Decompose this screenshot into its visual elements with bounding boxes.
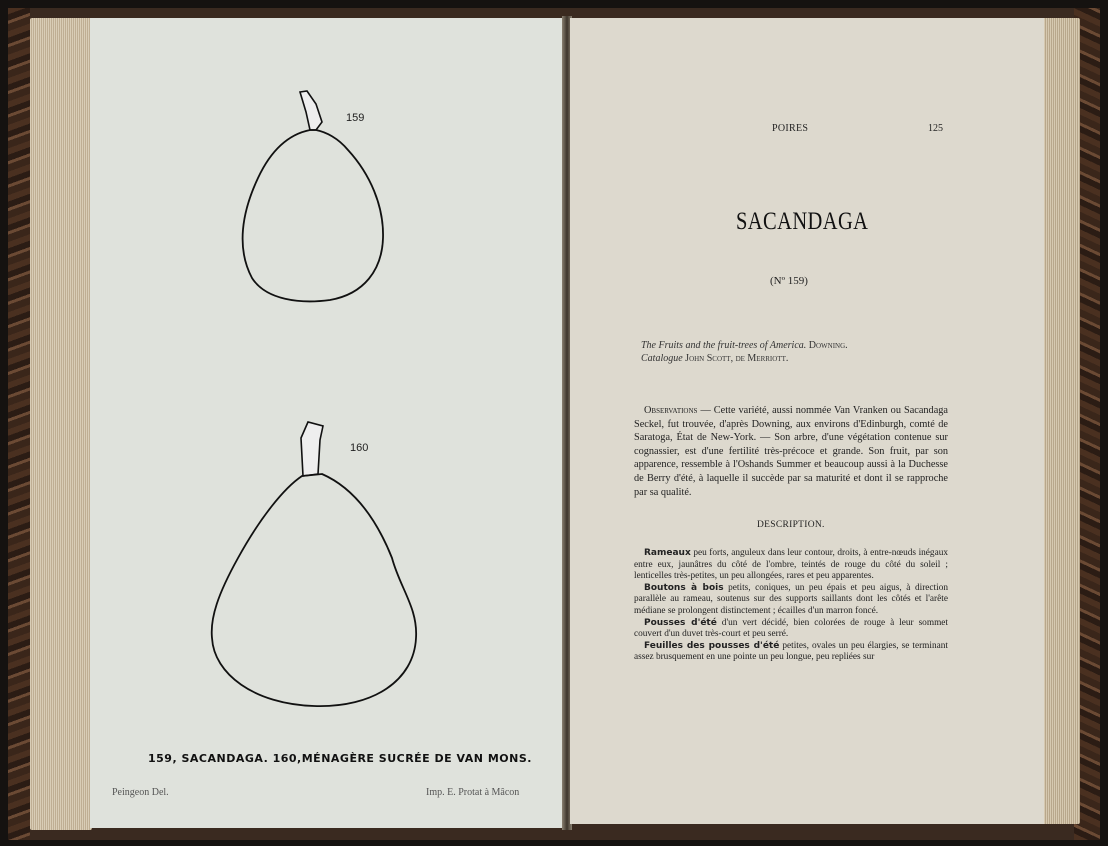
description-term: Feuilles des pousses d'été — [644, 640, 780, 651]
description-term: Rameaux — [644, 548, 691, 558]
observations-text: — Cette variété, aussi nommée Van Vranken ou Sacandaga Seckel, fut trouvée, d'après Downing, aux environs d'Edinburgh, comté de Saratoga, État de New-York. — Son arbre, d'une végétation contenue sur cognassier, est d'une fertilité très-précoce et grande. Son fruit, par son apparence, ressemble à l'Oshands Summer et beaucoup aussi à la Duchesse de Berry d'été, à laquelle il succède par sa maturité et dont il se rapproche par sa qualité. — [634, 405, 948, 498]
description-text: d'un vert décidé, bien colorées de rouge à leur sommet couvert d'un duvet très-court et peu serré. — [634, 617, 949, 640]
credit-printer: Imp. E. Protat à Mâcon — [426, 787, 520, 798]
reference-catalogue: Catalogue — [641, 353, 683, 364]
description-item — [634, 548, 948, 583]
reference-source: John Scott, de Merriott. — [685, 353, 789, 364]
description-text: petits, coniques, un peu épais et peu aigus, à direction parallèle au rameau, soutenus sur des supports saillants dont les côtés et l'arête médiane se prolongent distinctement ; écailles d'un marron foncé. — [634, 582, 949, 616]
page-number: 125 — [928, 123, 943, 134]
running-header: POIRES — [772, 123, 809, 134]
figure-number-160: 160 — [350, 442, 369, 454]
description-text: petites, ovales un peu élargies, se terminant assez brusquement en une pointe un peu longue, peu repliées sur — [634, 640, 948, 663]
reference-author: Downing. — [808, 340, 848, 351]
description-item — [634, 618, 948, 641]
page-title: SACANDAGA — [736, 208, 869, 235]
description-item — [634, 641, 948, 664]
observations-label: Observations — [644, 405, 698, 416]
description-term: Pousses d'été — [644, 617, 717, 628]
description-term: Boutons à bois — [644, 582, 724, 593]
marbled-cover-left — [8, 8, 30, 840]
references — [641, 339, 931, 365]
observations-paragraph — [634, 404, 948, 499]
pear-drawing-icon — [230, 88, 400, 308]
pear-drawing-icon — [204, 418, 434, 712]
page-edges-left — [30, 18, 92, 830]
figure-number-159: 159 — [346, 112, 365, 124]
description-text: peu forts, anguleux dans leur contour, droits, à entre-nœuds inégaux entre eux, jaunâtres du côté de l'ombre, teintés de rouge du côté du soleil ; lenticelles très-petites, un peu allongées, rares et peu apparentes. — [634, 548, 948, 582]
description-list — [634, 548, 948, 664]
reference-title: The Fruits and the fruit-trees of America. — [641, 340, 807, 351]
credit-artist: Peingeon Del. — [112, 787, 169, 798]
variety-number: (Nº 159) — [770, 275, 808, 287]
plate-caption: 159, SACANDAGA. 160,MÉNAGÈRE SUCRÉE DE VAN MONS. — [148, 752, 532, 765]
page-edges-right — [1040, 18, 1080, 824]
description-item — [634, 583, 948, 618]
description-heading: DESCRIPTION. — [757, 520, 825, 530]
